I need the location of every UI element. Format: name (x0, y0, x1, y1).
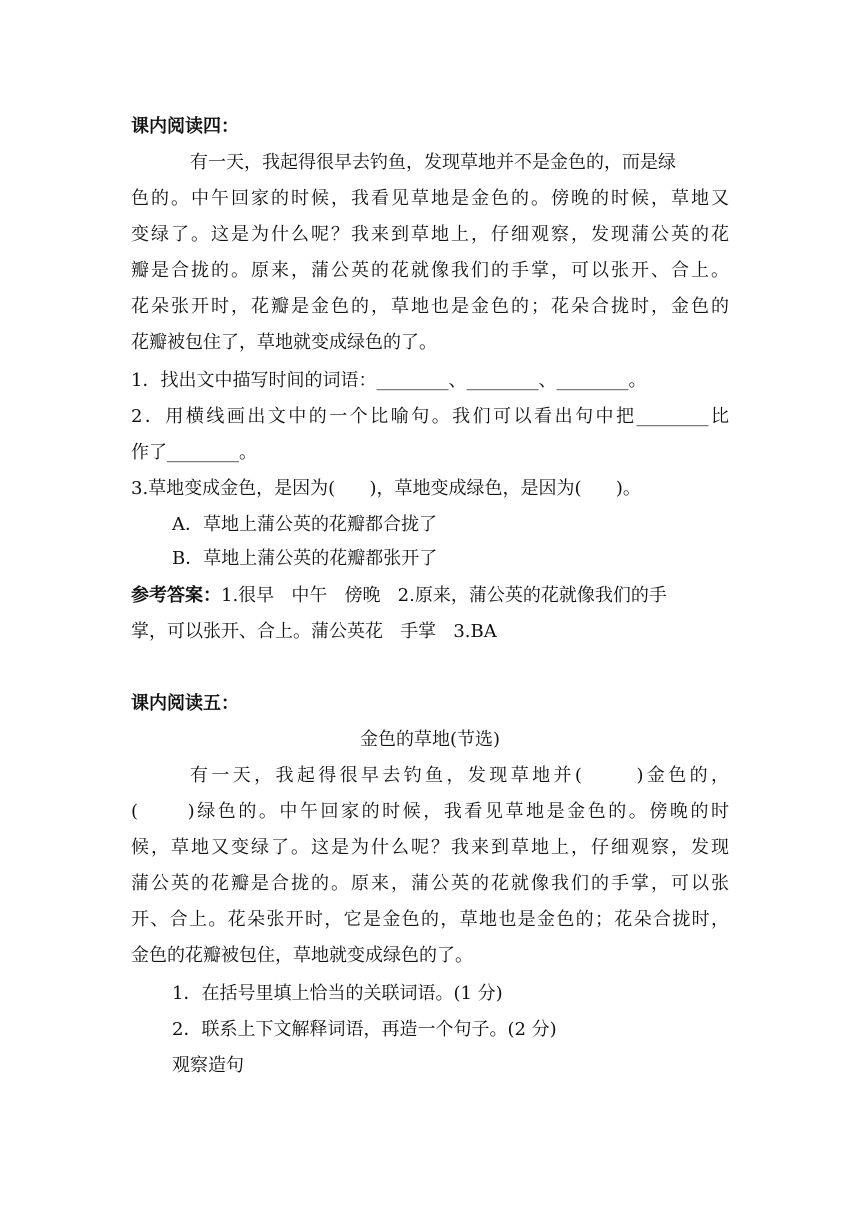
section-5-title: 课内阅读五： (131, 693, 239, 714)
paragraph-line: 开、合上。花朵张开时，它是金色的，草地也是金色的；花朵合拢时， (131, 909, 729, 930)
answer-label: 参考答案： (131, 585, 221, 606)
paragraph-line: ( )绿色的。中午回家的时候，我看见草地是金色的。傍晚的时 (131, 801, 729, 822)
paragraph-line: 花瓣被包住了，草地就变成绿色的了。 (131, 332, 437, 353)
paragraph-line: 蒲公英的花瓣是合拢的。原来，蒲公英的花就像我们的手掌，可以张 (131, 873, 729, 894)
question-1: 1．找出文中描写时间的词语：________、________、________。 (131, 370, 647, 391)
answer-line (131, 584, 667, 608)
paragraph-line: 有一天，我起得很早去钓鱼，发现草地并( )金色的， (190, 765, 729, 786)
paragraph-line: 色的。中午回家的时候，我看见草地是金色的。傍晚的时候，草地又 (131, 188, 729, 209)
paragraph-line: 候，草地又变绿了。这是为什么呢？我来到草地上，仔细观察，发现 (131, 837, 729, 858)
option-a: A．草地上蒲公英的花瓣都合拢了 (172, 514, 437, 535)
paragraph-line: 瓣是合拢的。原来，蒲公英的花就像我们的手掌，可以张开、合上。 (131, 260, 729, 281)
question-2-word: 观察造句 (172, 1055, 244, 1076)
question-2: 2．用横线画出文中的一个比喻句。我们可以看出句中把________比 (131, 406, 729, 427)
option-b: B．草地上蒲公英的花瓣都张开了 (172, 548, 438, 569)
section-4-title: 课内阅读四： (131, 116, 239, 137)
answer-text: 1.很早 中午 傍晚 2.原来，蒲公英的花就像我们的手 (221, 585, 667, 606)
question-2-cont: 作了________。 (131, 442, 257, 463)
question-1: 1．在括号里填上恰当的关联词语。(1 分) (172, 983, 503, 1004)
paragraph-line: 变绿了。这是为什么呢？我来到草地上，仔细观察，发现蒲公英的花 (131, 224, 729, 245)
question-2: 2．联系上下文解释词语，再造一个句子。(2 分) (172, 1019, 557, 1040)
passage-title: 金色的草地(节选) (359, 729, 501, 750)
paragraph-line: 金色的花瓣被包住，草地就变成绿色的了。 (131, 945, 473, 966)
question-3: 3.草地变成金色，是因为( )，草地变成绿色，是因为( )。 (131, 478, 641, 499)
answer-line-2: 掌，可以张开、合上。蒲公英花 手掌 3.BA (131, 621, 497, 642)
paragraph-line: 有一天，我起得很早去钓鱼，发现草地并不是金色的，而是绿 (190, 152, 676, 173)
paragraph-line: 花朵张开时，花瓣是金色的，草地也是金色的；花朵合拢时，金色的 (131, 296, 729, 317)
